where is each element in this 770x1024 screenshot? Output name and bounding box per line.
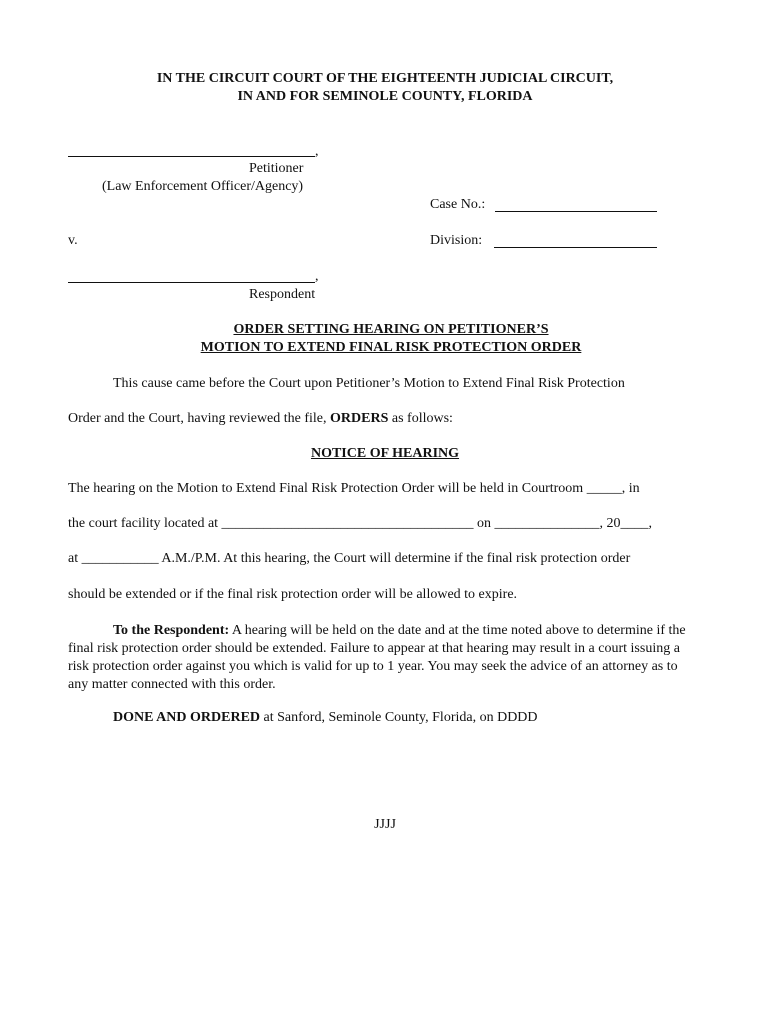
respondent-notice-text: A hearing will be held on the date and at the time noted above to determine if the final risk protection order should be extended. Failure to appear at that hearing may result in a court issuing a risk protection order against you which is valid for up to 1 year. You may seek the advice of an attorney as to any matter connected with this order. — [68, 623, 686, 692]
order-title-line2: MOTION TO EXTEND FINAL RISK PROTECTION ORDER — [200, 340, 582, 355]
intro-line2-end: as follows: — [391, 411, 453, 426]
case-no-label: Case No.: — [430, 197, 486, 212]
division-blank — [494, 247, 657, 248]
court-header-line1: IN THE CIRCUIT COURT OF THE EIGHTEENTH JUDICIAL CIRCUIT, — [156, 71, 614, 86]
intro-line1: This cause came before the Court upon Petitioner’s Motion to Extend Final Risk Protection — [113, 376, 625, 391]
done-and-ordered-lead: DONE AND ORDERED — [113, 710, 261, 725]
petitioner-label: Petitioner — [249, 161, 304, 176]
respondent-notice-lead: To the Respondent: — [113, 623, 230, 638]
case-no-blank — [495, 211, 657, 212]
notice-line1: The hearing on the Motion to Extend Final Risk Protection Order will be held in Courtroom _____, in — [68, 481, 640, 496]
petitioner-name-line — [68, 156, 315, 157]
notice-line2: the court facility located at ____________________________________ on _______________, 20____, — [68, 516, 653, 531]
versus-text: v. — [68, 233, 78, 248]
orders-keyword: ORDERS — [330, 411, 389, 426]
respondent-name-line — [68, 282, 315, 283]
intro-line2 — [68, 411, 453, 427]
respondent-notice-paragraph — [68, 622, 698, 694]
notice-line4: should be extended or if the final risk protection order will be allowed to expire. — [68, 587, 518, 602]
notice-line3: at ___________ A.M./P.M. At this hearing, the Court will determine if the final risk protection order — [68, 551, 631, 566]
intro-line2-start: Order and the Court, having reviewed the file, — [68, 411, 327, 426]
respondent-label: Respondent — [249, 287, 316, 302]
done-and-ordered-text: at Sanford, Seminole County, Florida, on DDDD — [263, 710, 538, 725]
petitioner-comma: , — [315, 144, 319, 159]
notice-heading: NOTICE OF HEARING — [310, 446, 460, 461]
court-header-line2: IN AND FOR SEMINOLE COUNTY, FLORIDA — [237, 89, 533, 104]
judge-signature: JJJJ — [374, 817, 396, 832]
respondent-comma: , — [315, 269, 319, 284]
order-title-line1: ORDER SETTING HEARING ON PETITIONER’S — [233, 322, 549, 337]
done-and-ordered — [113, 710, 538, 726]
division-label: Division: — [430, 233, 483, 248]
petitioner-sublabel: (Law Enforcement Officer/Agency) — [102, 179, 304, 194]
